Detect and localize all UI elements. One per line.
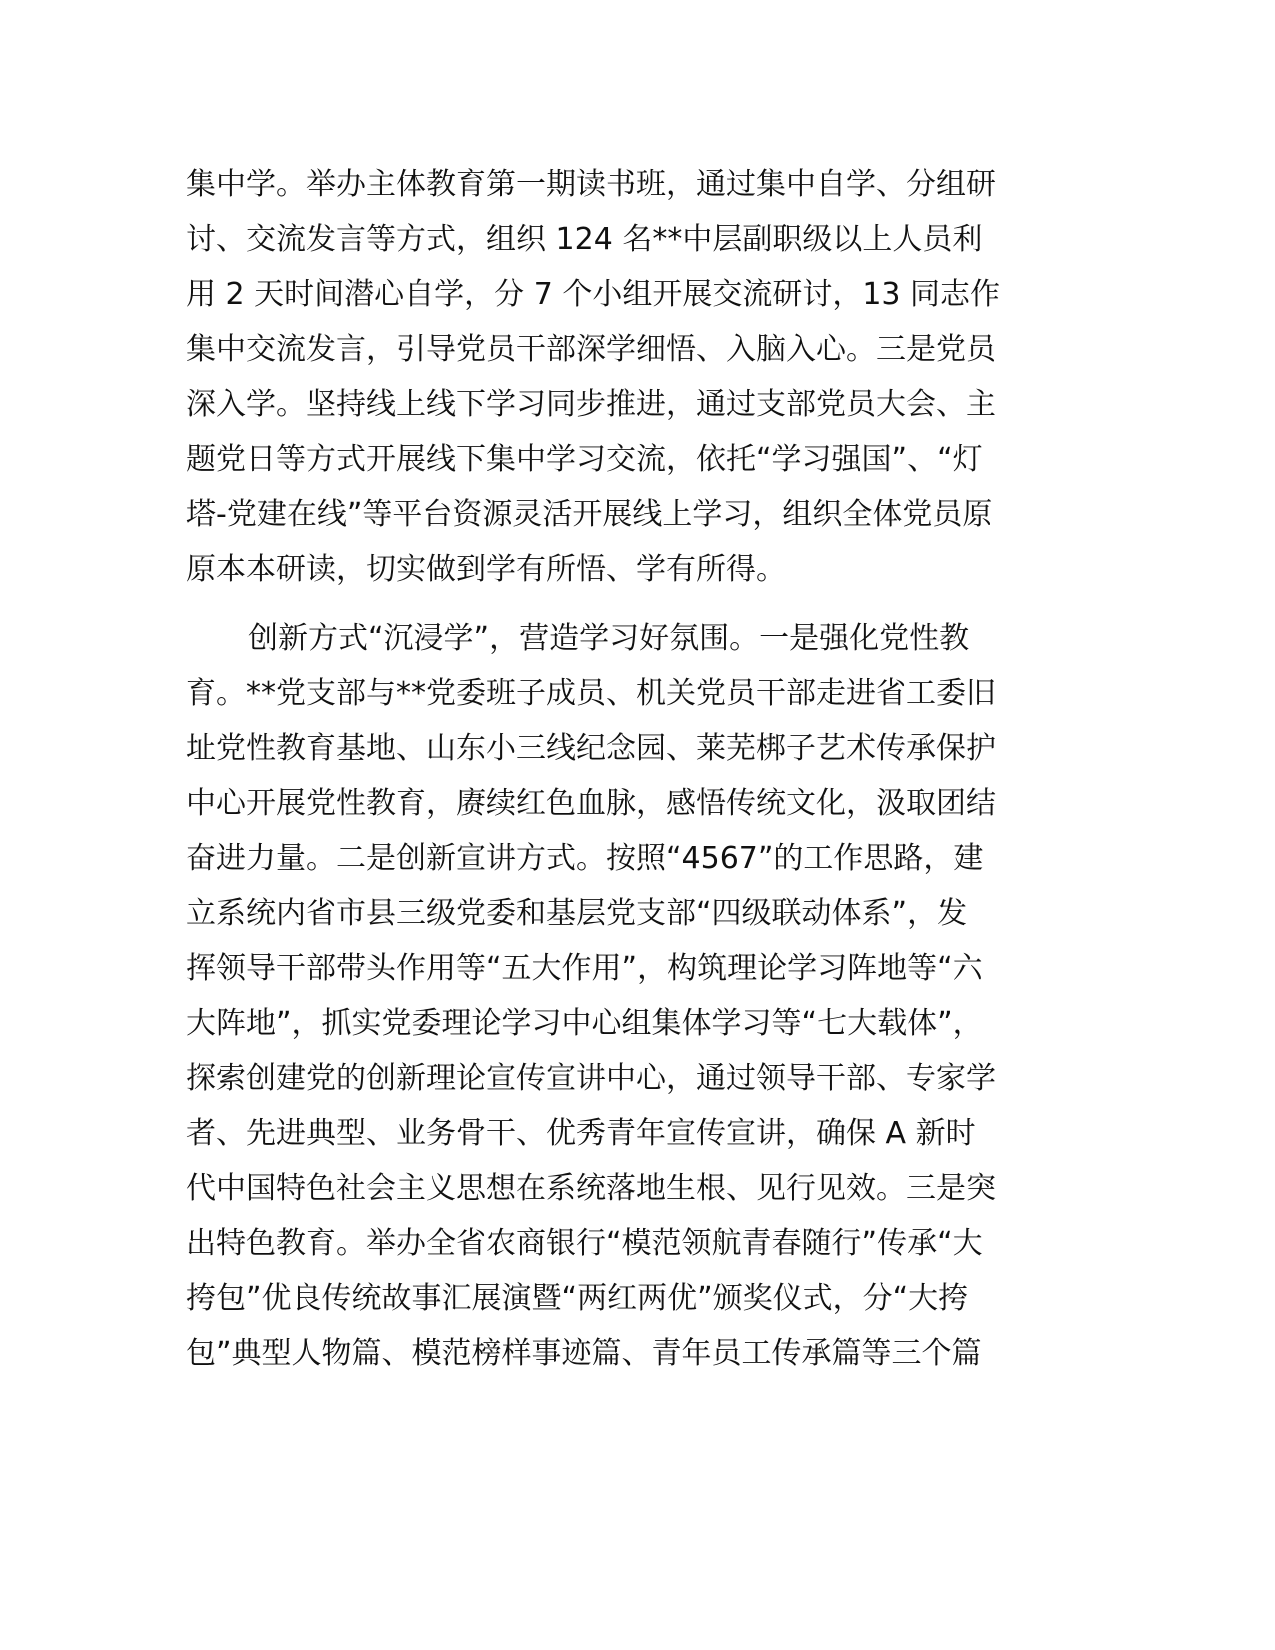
text-line: 出特色教育。举办全省农商银行“模范领航青春随行”传承“大 bbox=[186, 1226, 983, 1261]
text-line: 深入学。坚持线上线下学习同步推进，通过支部党员大会、主 bbox=[186, 387, 996, 422]
text-line: 集中学。举办主体教育第一期读书班，通过集中自学、分组研 bbox=[186, 167, 996, 202]
text-line: 奋进力量。二是创新宣讲方式。按照“4567”的工作思路，建 bbox=[186, 841, 984, 876]
text-line: 代中国特色社会主义思想在系统落地生根、见行见效。三是突 bbox=[186, 1171, 996, 1206]
document-body bbox=[186, 157, 1086, 1381]
paragraph-2 bbox=[186, 611, 1086, 1381]
paragraph-spacer bbox=[186, 597, 1086, 611]
text-line: 中心开展党性教育，赓续红色血脉，感悟传统文化，汲取团结 bbox=[186, 786, 996, 821]
text-line: 包”典型人物篇、模范榜样事迹篇、青年员工传承篇等三个篇 bbox=[186, 1336, 982, 1371]
text-line: 挎包”优良传统故事汇展演暨“两红两优”颁奖仪式，分“大挎 bbox=[186, 1281, 969, 1316]
text-line: 创新方式“沉浸学”，营造学习好氛围。一是强化党性教 bbox=[248, 621, 970, 656]
text-line: 集中交流发言，引导党员干部深学细悟、入脑入心。三是党员 bbox=[186, 332, 996, 367]
text-line: 育。**党支部与**党委班子成员、机关党员干部走进省工委旧 bbox=[186, 676, 996, 711]
text-line: 立系统内省市县三级党委和基层党支部“四级联动体系”，发 bbox=[186, 896, 968, 931]
text-line: 讨、交流发言等方式，组织 124 名**中层副职级以上人员利 bbox=[186, 222, 983, 257]
text-line: 题党日等方式开展线下集中学习交流，依托“学习强国”、“灯 bbox=[186, 442, 983, 477]
text-line: 大阵地”，抓实党委理论学习中心组集体学习等“七大载体”， bbox=[186, 1006, 983, 1041]
text-line: 者、先进典型、业务骨干、优秀青年宣传宣讲，确保 A 新时 bbox=[186, 1116, 976, 1151]
text-line: 址党性教育基地、山东小三线纪念园、莱芜梆子艺术传承保护 bbox=[186, 731, 996, 766]
text-line: 探索创建党的创新理论宣传宣讲中心，通过领导干部、专家学 bbox=[186, 1061, 996, 1096]
paragraph-1 bbox=[186, 157, 1086, 597]
text-line: 塔-党建在线”等平台资源灵活开展线上学习，组织全体党员原 bbox=[186, 497, 993, 532]
text-line: 用 2 天时间潜心自学，分 7 个小组开展交流研讨，13 同志作 bbox=[186, 277, 1001, 312]
text-line: 原本本研读，切实做到学有所悟、学有所得。 bbox=[186, 552, 786, 587]
text-line: 挥领导干部带头作用等“五大作用”，构筑理论学习阵地等“六 bbox=[186, 951, 983, 986]
